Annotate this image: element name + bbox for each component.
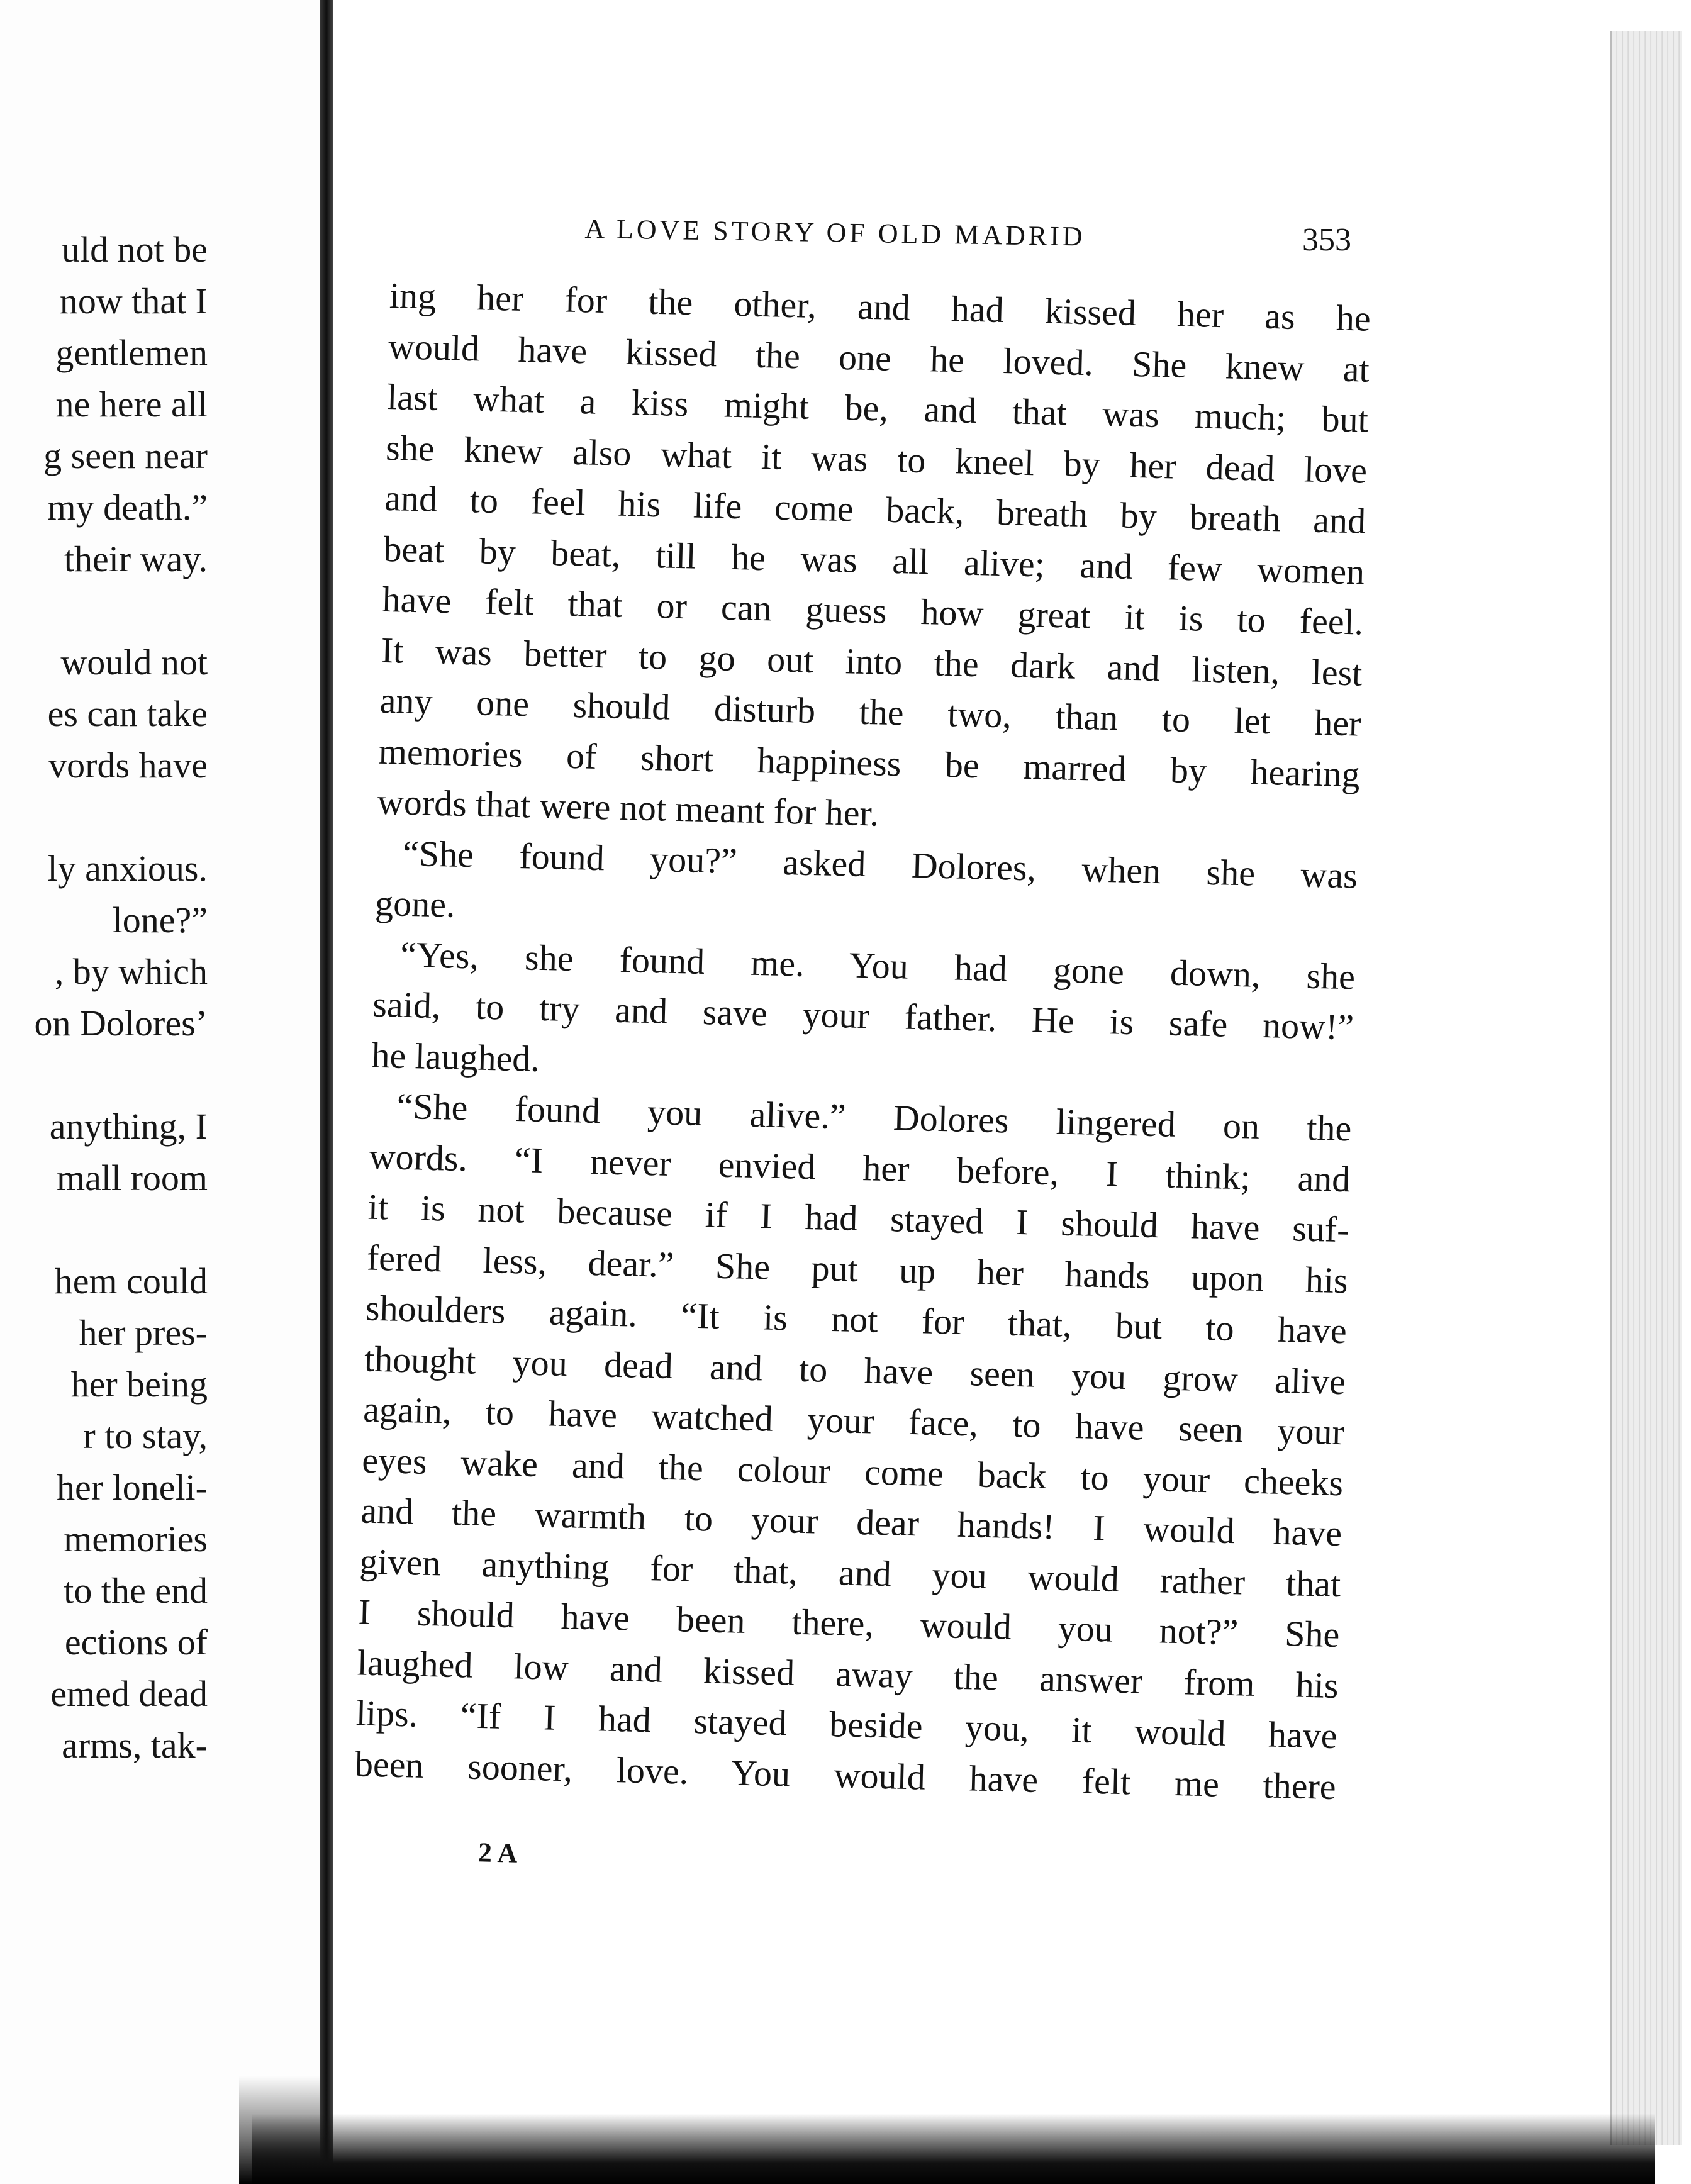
text-line: and to feel his life come back, breath by breath and — [384, 477, 1366, 542]
previous-page-line: ly anxious. — [47, 848, 208, 889]
previous-page-line: , by which — [54, 951, 208, 992]
previous-page-line: emed dead — [50, 1673, 208, 1714]
previous-page-line: ections of — [64, 1622, 208, 1663]
previous-page-line: hem could — [54, 1261, 208, 1301]
text-line: “She found you alive.” Dolores lingered on the — [396, 1085, 1353, 1149]
text-line: and the warmth to your dear hands! I would have — [360, 1490, 1342, 1554]
previous-page-line: g seen near — [43, 435, 208, 476]
text-line: been sooner, love. You would have felt me there — [354, 1742, 1337, 1807]
running-head: A LOVE STORY OF OLD MADRID — [584, 213, 1086, 252]
text-line: would have kissed the one he loved. She knew at — [388, 325, 1370, 390]
signature-mark: 2 A — [477, 1837, 518, 1869]
previous-page-line: her loneli- — [57, 1467, 208, 1508]
text-line: any one should disturb the two, than to let her — [379, 679, 1362, 744]
text-line: have felt that or can guess how great it is to feel. — [381, 578, 1365, 643]
previous-page-line: uld not be — [62, 229, 208, 270]
text-line: words. “I never envied her before, I think; and — [369, 1135, 1351, 1200]
text-line: “She found you?” asked Dolores, when she was — [402, 832, 1358, 896]
previous-page-line: ne here all — [55, 384, 208, 425]
text-line: lips. “If I had stayed beside you, it would have — [355, 1692, 1338, 1757]
page-number: 353 — [1302, 222, 1351, 258]
previous-page-line: r to stay, — [83, 1415, 208, 1456]
text-line: last what a kiss might be, and that was much; but — [386, 376, 1369, 440]
previous-page-line: her being — [70, 1364, 208, 1405]
book-gutter — [320, 0, 333, 2184]
text-line: again, to have watched your face, to have seen your — [362, 1388, 1345, 1453]
text-line: laughed low and kissed away the answer from his — [357, 1641, 1339, 1706]
text-line: it is not because if I had stayed I should have suf- — [367, 1186, 1350, 1251]
previous-page-line: my death.” — [47, 487, 208, 528]
previous-page-line: to the end — [64, 1570, 208, 1611]
text-line: she knew also what it was to kneel by her dead love — [385, 426, 1368, 491]
text-line: thought you dead and to have seen you grow alive — [364, 1338, 1346, 1402]
previous-page-line: vords have — [48, 745, 208, 786]
text-line: gone. — [374, 882, 456, 925]
previous-page-line: memories — [64, 1518, 208, 1559]
text-line: shoulders again. “It is not for that, but to have — [365, 1287, 1348, 1352]
text-line: words that were not meant for her. — [377, 781, 879, 834]
text-line: eyes wake and the colour come back to your cheeks — [361, 1439, 1344, 1503]
previous-page-line: mall room — [56, 1157, 208, 1198]
scan-bottom-shadow — [252, 2114, 1655, 2184]
text-line: he laughed. — [371, 1034, 540, 1079]
text-line: ing her for the other, and had kissed her as he — [389, 274, 1371, 339]
text-line: memories of short happiness be marred by hearing — [378, 730, 1361, 795]
page-edges — [1610, 31, 1682, 2145]
previous-page-line: lone?” — [112, 900, 208, 940]
text-line: “Yes, she found me. You had gone down, she — [399, 933, 1356, 997]
text-line: said, to try and save your father. He is safe now!” — [372, 983, 1354, 1048]
previous-page-line: now that I — [59, 281, 208, 321]
previous-page-line: on Dolores’ — [34, 1003, 208, 1044]
previous-page-fragment — [0, 0, 327, 2184]
previous-page-line: anything, I — [49, 1106, 208, 1147]
previous-page-line: arms, tak- — [62, 1725, 208, 1766]
text-line: I should have been there, would you not?” She — [357, 1591, 1341, 1656]
previous-page-line: their way. — [64, 538, 208, 579]
text-line: beat by beat, till he was all alive; and few women — [382, 528, 1365, 593]
text-line: given anything for that, and you would rather that — [359, 1540, 1341, 1605]
previous-page-line: gentlemen — [55, 332, 208, 373]
previous-page-line: es can take — [47, 693, 208, 734]
text-line: fered less, dear.” She put up her hands upon his — [366, 1237, 1349, 1301]
previous-page-line: would not — [60, 642, 208, 682]
previous-page-line: her pres- — [79, 1312, 208, 1353]
text-line: It was better to go out into the dark and listen, lest — [381, 629, 1363, 694]
page-body-text — [354, 270, 1371, 1812]
